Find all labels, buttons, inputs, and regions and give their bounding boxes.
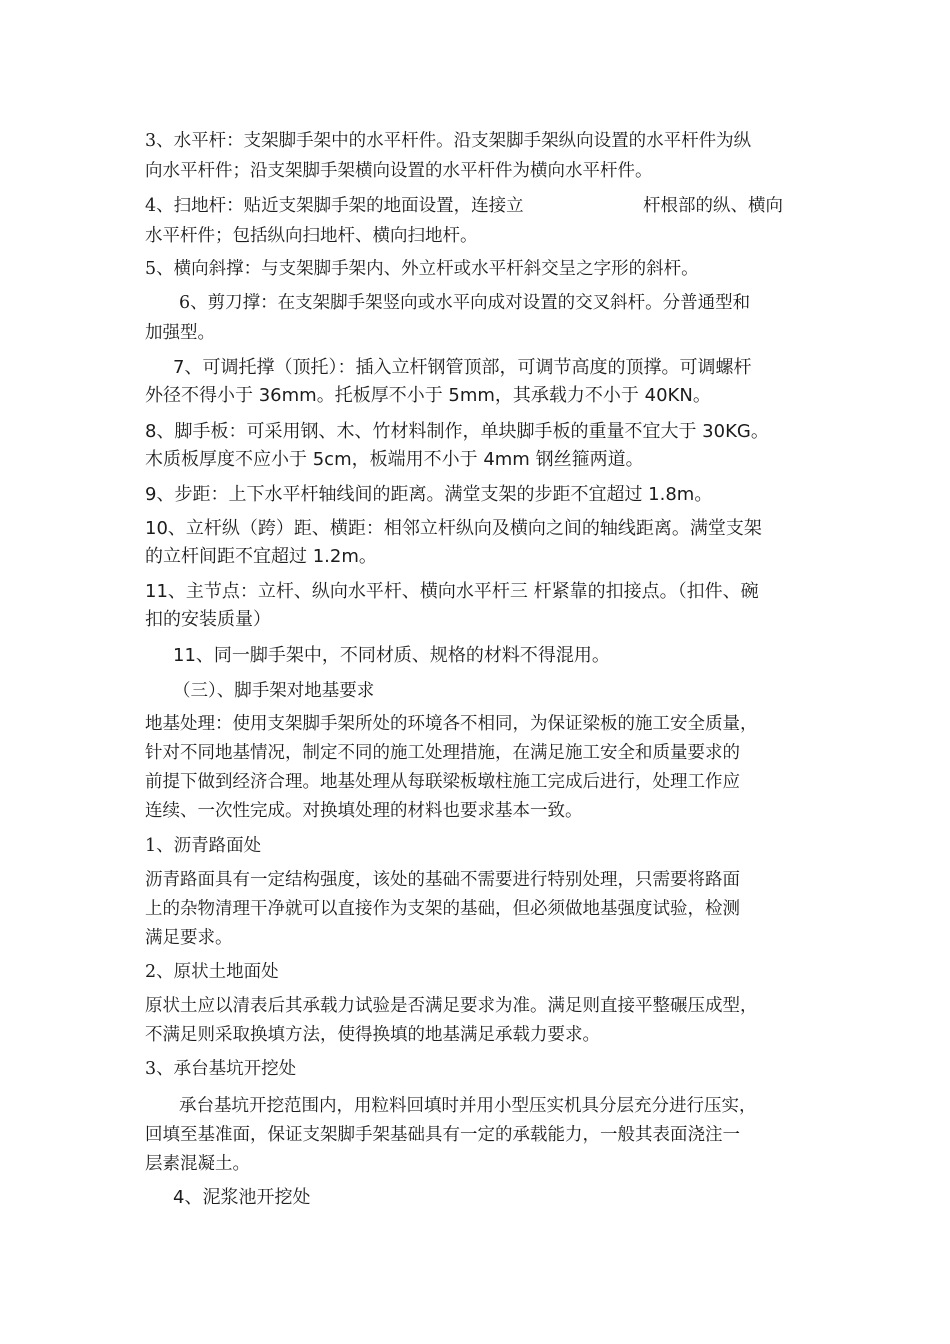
text-line: 前提下做到经济合理。地基处理从每联梁板墩柱施工完成后进行，处理工作应 bbox=[145, 772, 740, 792]
text-line: 外径不得小于 36mm。托板厚不小于 5mm，其承载力不小于 40KN。 bbox=[145, 385, 711, 406]
text-line: 承台基坑开挖范围内，用粒料回填时并用小型压实机具分层充分进行压实， bbox=[179, 1096, 757, 1116]
subheading: 1、沥青路面处 bbox=[145, 836, 262, 856]
text-line: 扣的安装质量） bbox=[145, 609, 271, 630]
text-line: 水平杆件；包括纵向扫地杆、横向扫地杆。 bbox=[145, 226, 478, 246]
text-line: 7、可调托撑（顶托）：插入立杆钢管顶部，可调节高度的顶撑。可调螺杆 bbox=[173, 357, 752, 378]
text-line: 层素混凝土。 bbox=[145, 1154, 250, 1174]
section-heading: （三）、脚手架对地基要求 bbox=[173, 681, 375, 701]
text-line: 5、横向斜撑：与支架脚手架内、外立杆或水平杆斜交呈之字形的斜杆。 bbox=[145, 259, 699, 279]
text-line: 连续、一次性完成。对换填处理的材料也要求基本一致。 bbox=[145, 801, 583, 821]
subheading: 4、泥浆池开挖处 bbox=[173, 1187, 311, 1208]
text-line: 回填至基准面，保证支架脚手架基础具有一定的承载能力，一般其表面浇注一 bbox=[145, 1125, 740, 1145]
text-line: 8、脚手板：可采用钢、木、竹材料制作，单块脚手板的重量不宜大于 30KG。 bbox=[145, 421, 769, 442]
text-line: 9、步距：上下水平杆轴线间的距离。满堂支架的步距不宜超过 1.8m。 bbox=[145, 484, 713, 505]
text-line: 6、剪刀撑：在支架脚手架竖向或水平向成对设置的交叉斜杆。分普通型和 bbox=[179, 293, 751, 313]
text-line: 上的杂物清理干净就可以直接作为支架的基础，但必须做地基强度试验，检测 bbox=[145, 899, 740, 919]
text-line: 3、水平杆：支架脚手架中的水平杆件。沿支架脚手架纵向设置的水平杆件为纵 bbox=[145, 131, 752, 151]
text-line: 地基处理：使用支架脚手架所处的环境各不相同，为保证梁板的施工安全质量， bbox=[145, 714, 758, 734]
text-line: 11、主节点：立杆、纵向水平杆、横向水平杆三 杆紧靠的扣接点。（扣件、碗 bbox=[145, 581, 759, 602]
text-line: 木质板厚度不应小于 5cm，板端用不小于 4mm 钢丝箍两道。 bbox=[145, 449, 644, 470]
text-line: 原状土应以清表后其承载力试验是否满足要求为准。满足则直接平整碾压成型， bbox=[145, 996, 758, 1016]
text-line: 11、同一脚手架中，不同材质、规格的材料不得混用。 bbox=[173, 645, 610, 666]
text-line: 沥青路面具有一定结构强度，该处的基础不需要进行特别处理，只需要将路面 bbox=[145, 870, 740, 890]
text-line: 满足要求。 bbox=[145, 928, 233, 948]
text-line: 不满足则采取换填方法，使得换填的地基满足承载力要求。 bbox=[145, 1025, 600, 1045]
text-line: 杆根部的纵、横向 bbox=[643, 196, 783, 216]
text-line: 的立杆间距不宜超过 1.2m。 bbox=[145, 546, 377, 567]
text-line: 针对不同地基情况，制定不同的施工处理措施，在满足施工安全和质量要求的 bbox=[145, 743, 740, 763]
text-line: 4、扫地杆：贴近支架脚手架的地面设置，连接立 bbox=[145, 196, 524, 216]
text-line: 10、立杆纵（跨）距、横距：相邻立杆纵向及横向之间的轴线距离。满堂支架 bbox=[145, 518, 762, 539]
text-line: 加强型。 bbox=[145, 323, 215, 343]
subheading: 3、承台基坑开挖处 bbox=[145, 1059, 297, 1079]
text-line: 向水平杆件；沿支架脚手架横向设置的水平杆件为横向水平杆件。 bbox=[145, 161, 653, 181]
subheading: 2、原状土地面处 bbox=[145, 962, 279, 982]
